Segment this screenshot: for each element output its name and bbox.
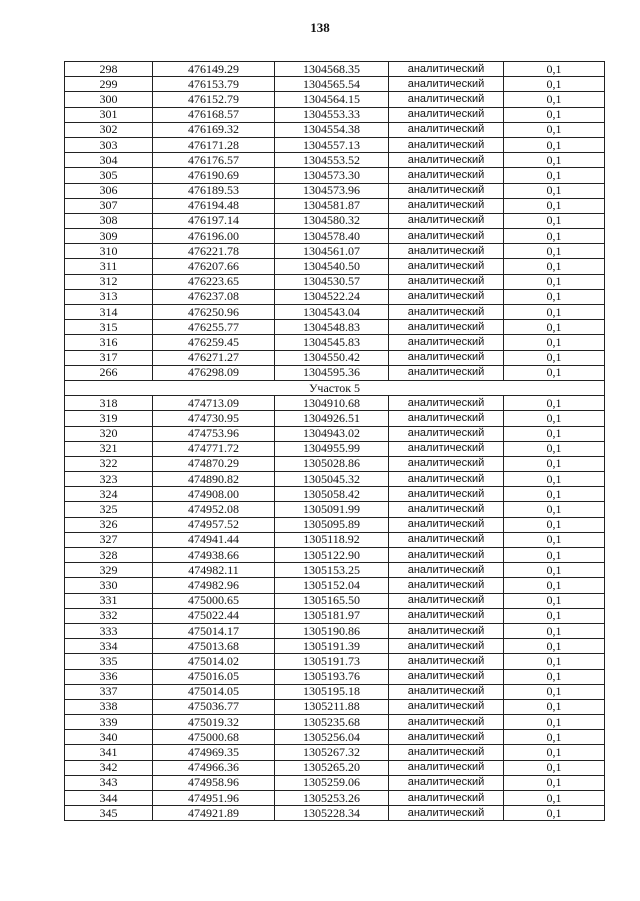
table-row [65,426,605,441]
x-coordinate-cell: 476197.14 [153,213,275,228]
method-cell: аналитический [389,259,504,274]
y-coordinate-cell: 1304595.36 [275,365,389,380]
x-coordinate-cell: 474982.11 [153,563,275,578]
method-cell: аналитический [389,791,504,806]
point-number-cell: 311 [65,259,153,274]
accuracy-cell: 0,1 [504,107,605,122]
table-row [65,745,605,760]
y-coordinate-cell: 1305265.20 [275,760,389,775]
table-row [65,472,605,487]
table-row [65,183,605,198]
y-coordinate-cell: 1304573.30 [275,168,389,183]
x-coordinate-cell: 475014.05 [153,684,275,699]
accuracy-cell: 0,1 [504,730,605,745]
y-coordinate-cell: 1304550.42 [275,350,389,365]
method-cell: аналитический [389,715,504,730]
x-coordinate-cell: 476189.53 [153,183,275,198]
table-row [65,563,605,578]
point-number-cell: 332 [65,608,153,623]
table-row [65,760,605,775]
accuracy-cell: 0,1 [504,77,605,92]
accuracy-cell: 0,1 [504,745,605,760]
point-number-cell: 266 [65,365,153,380]
method-cell: аналитический [389,183,504,198]
accuracy-cell: 0,1 [504,775,605,790]
table-row [65,699,605,714]
x-coordinate-cell: 474753.96 [153,426,275,441]
accuracy-cell: 0,1 [504,487,605,502]
method-cell: аналитический [389,760,504,775]
method-cell: аналитический [389,365,504,380]
method-cell: аналитический [389,77,504,92]
x-coordinate-cell: 475000.68 [153,730,275,745]
method-cell: аналитический [389,92,504,107]
accuracy-cell: 0,1 [504,259,605,274]
table-row [65,548,605,563]
y-coordinate-cell: 1304557.13 [275,137,389,152]
table-row [65,244,605,259]
x-coordinate-cell: 476171.28 [153,137,275,152]
point-number-cell: 322 [65,456,153,471]
table-row [65,623,605,638]
method-cell: аналитический [389,396,504,411]
table-row [65,259,605,274]
method-cell: аналитический [389,593,504,608]
x-coordinate-cell: 474713.09 [153,396,275,411]
table-row [65,715,605,730]
x-coordinate-cell: 474890.82 [153,472,275,487]
accuracy-cell: 0,1 [504,198,605,213]
accuracy-cell: 0,1 [504,578,605,593]
y-coordinate-cell: 1304554.38 [275,122,389,137]
point-number-cell: 303 [65,137,153,152]
y-coordinate-cell: 1304540.50 [275,259,389,274]
y-coordinate-cell: 1304553.52 [275,153,389,168]
y-coordinate-cell: 1305267.32 [275,745,389,760]
y-coordinate-cell: 1305095.89 [275,517,389,532]
y-coordinate-cell: 1304573.96 [275,183,389,198]
table-row [65,396,605,411]
table-row [65,92,605,107]
x-coordinate-cell: 476196.00 [153,229,275,244]
table-row [65,669,605,684]
accuracy-cell: 0,1 [504,62,605,77]
method-cell: аналитический [389,305,504,320]
table-row [65,107,605,122]
point-number-cell: 334 [65,639,153,654]
y-coordinate-cell: 1305191.73 [275,654,389,669]
x-coordinate-cell: 476152.79 [153,92,275,107]
point-number-cell: 324 [65,487,153,502]
point-number-cell: 344 [65,791,153,806]
accuracy-cell: 0,1 [504,608,605,623]
accuracy-cell: 0,1 [504,684,605,699]
table-row [65,608,605,623]
method-cell: аналитический [389,198,504,213]
coordinates-table [64,61,605,821]
table-row [65,335,605,350]
point-number-cell: 325 [65,502,153,517]
x-coordinate-cell: 474730.95 [153,411,275,426]
point-number-cell: 318 [65,396,153,411]
x-coordinate-cell: 476255.77 [153,320,275,335]
point-number-cell: 326 [65,517,153,532]
method-cell: аналитический [389,608,504,623]
method-cell: аналитический [389,229,504,244]
point-number-cell: 343 [65,775,153,790]
accuracy-cell: 0,1 [504,472,605,487]
table-row [65,578,605,593]
method-cell: аналитический [389,472,504,487]
y-coordinate-cell: 1305253.26 [275,791,389,806]
method-cell: аналитический [389,168,504,183]
y-coordinate-cell: 1305045.32 [275,472,389,487]
point-number-cell: 304 [65,153,153,168]
point-number-cell: 320 [65,426,153,441]
method-cell: аналитический [389,456,504,471]
method-cell: аналитический [389,244,504,259]
y-coordinate-cell: 1305195.18 [275,684,389,699]
y-coordinate-cell: 1304578.40 [275,229,389,244]
x-coordinate-cell: 474908.00 [153,487,275,502]
accuracy-cell: 0,1 [504,122,605,137]
accuracy-cell: 0,1 [504,137,605,152]
table-row [65,441,605,456]
table-row [65,198,605,213]
method-cell: аналитический [389,517,504,532]
table-row [65,532,605,547]
accuracy-cell: 0,1 [504,563,605,578]
point-number-cell: 305 [65,168,153,183]
accuracy-cell: 0,1 [504,335,605,350]
accuracy-cell: 0,1 [504,502,605,517]
point-number-cell: 342 [65,760,153,775]
table-row [65,654,605,669]
y-coordinate-cell: 1305181.97 [275,608,389,623]
table-row [65,168,605,183]
x-coordinate-cell: 476168.57 [153,107,275,122]
point-number-cell: 312 [65,274,153,289]
point-number-cell: 345 [65,806,153,821]
accuracy-cell: 0,1 [504,213,605,228]
y-coordinate-cell: 1304543.04 [275,305,389,320]
table-row [65,517,605,532]
y-coordinate-cell: 1304522.24 [275,289,389,304]
y-coordinate-cell: 1305256.04 [275,730,389,745]
accuracy-cell: 0,1 [504,593,605,608]
point-number-cell: 340 [65,730,153,745]
y-coordinate-cell: 1305259.06 [275,775,389,790]
point-number-cell: 331 [65,593,153,608]
x-coordinate-cell: 476207.66 [153,259,275,274]
point-number-cell: 327 [65,532,153,547]
method-cell: аналитический [389,548,504,563]
point-number-cell: 298 [65,62,153,77]
method-cell: аналитический [389,411,504,426]
x-coordinate-cell: 475022.44 [153,608,275,623]
method-cell: аналитический [389,654,504,669]
point-number-cell: 338 [65,699,153,714]
x-coordinate-cell: 475014.17 [153,623,275,638]
x-coordinate-cell: 474982.96 [153,578,275,593]
x-coordinate-cell: 475000.65 [153,593,275,608]
method-cell: аналитический [389,487,504,502]
accuracy-cell: 0,1 [504,639,605,654]
point-number-cell: 306 [65,183,153,198]
x-coordinate-cell: 474941.44 [153,532,275,547]
method-cell: аналитический [389,137,504,152]
accuracy-cell: 0,1 [504,654,605,669]
table-row [65,456,605,471]
y-coordinate-cell: 1304955.99 [275,441,389,456]
method-cell: аналитический [389,335,504,350]
table-row [65,229,605,244]
point-number-cell: 339 [65,715,153,730]
point-number-cell: 299 [65,77,153,92]
x-coordinate-cell: 476271.27 [153,350,275,365]
point-number-cell: 302 [65,122,153,137]
accuracy-cell: 0,1 [504,244,605,259]
accuracy-cell: 0,1 [504,456,605,471]
point-number-cell: 315 [65,320,153,335]
accuracy-cell: 0,1 [504,760,605,775]
method-cell: аналитический [389,122,504,137]
accuracy-cell: 0,1 [504,426,605,441]
method-cell: аналитический [389,289,504,304]
accuracy-cell: 0,1 [504,320,605,335]
point-number-cell: 319 [65,411,153,426]
point-number-cell: 314 [65,305,153,320]
y-coordinate-cell: 1304553.33 [275,107,389,122]
point-number-cell: 307 [65,198,153,213]
table-row [65,153,605,168]
accuracy-cell: 0,1 [504,669,605,684]
accuracy-cell: 0,1 [504,365,605,380]
x-coordinate-cell: 476153.79 [153,77,275,92]
method-cell: аналитический [389,274,504,289]
y-coordinate-cell: 1305193.76 [275,669,389,684]
method-cell: аналитический [389,730,504,745]
table-row [65,411,605,426]
method-cell: аналитический [389,699,504,714]
point-number-cell: 336 [65,669,153,684]
point-number-cell: 300 [65,92,153,107]
accuracy-cell: 0,1 [504,699,605,714]
method-cell: аналитический [389,320,504,335]
accuracy-cell: 0,1 [504,411,605,426]
x-coordinate-cell: 474958.96 [153,775,275,790]
page-number: 138 [310,20,330,35]
accuracy-cell: 0,1 [504,305,605,320]
point-number-cell: 335 [65,654,153,669]
y-coordinate-cell: 1304926.51 [275,411,389,426]
method-cell: аналитический [389,669,504,684]
point-number-cell: 323 [65,472,153,487]
accuracy-cell: 0,1 [504,532,605,547]
x-coordinate-cell: 474952.08 [153,502,275,517]
method-cell: аналитический [389,213,504,228]
point-number-cell: 333 [65,623,153,638]
table-row [65,730,605,745]
method-cell: аналитический [389,745,504,760]
y-coordinate-cell: 1305118.92 [275,532,389,547]
accuracy-cell: 0,1 [504,548,605,563]
y-coordinate-cell: 1304548.83 [275,320,389,335]
x-coordinate-cell: 475019.32 [153,715,275,730]
table-row [65,639,605,654]
y-coordinate-cell: 1304580.32 [275,213,389,228]
table-row [65,213,605,228]
point-number-cell: 328 [65,548,153,563]
x-coordinate-cell: 474957.52 [153,517,275,532]
y-coordinate-cell: 1305211.88 [275,699,389,714]
point-number-cell: 317 [65,350,153,365]
table-row [65,77,605,92]
point-number-cell: 337 [65,684,153,699]
point-number-cell: 341 [65,745,153,760]
y-coordinate-cell: 1305235.68 [275,715,389,730]
y-coordinate-cell: 1305152.04 [275,578,389,593]
table-row [65,775,605,790]
point-number-cell: 316 [65,335,153,350]
y-coordinate-cell: 1305028.86 [275,456,389,471]
method-cell: аналитический [389,426,504,441]
y-coordinate-cell: 1304581.87 [275,198,389,213]
accuracy-cell: 0,1 [504,183,605,198]
table-row [65,320,605,335]
accuracy-cell: 0,1 [504,791,605,806]
accuracy-cell: 0,1 [504,153,605,168]
method-cell: аналитический [389,107,504,122]
x-coordinate-cell: 476149.29 [153,62,275,77]
y-coordinate-cell: 1305058.42 [275,487,389,502]
table-row [65,593,605,608]
point-number-cell: 309 [65,229,153,244]
x-coordinate-cell: 476259.45 [153,335,275,350]
table-row [65,289,605,304]
y-coordinate-cell: 1304943.02 [275,426,389,441]
table-row [65,365,605,380]
coordinates-table-body [65,62,605,821]
x-coordinate-cell: 474951.96 [153,791,275,806]
method-cell: аналитический [389,684,504,699]
point-number-cell: 329 [65,563,153,578]
x-coordinate-cell: 476237.08 [153,289,275,304]
y-coordinate-cell: 1304568.35 [275,62,389,77]
table-row [65,806,605,821]
method-cell: аналитический [389,532,504,547]
point-number-cell: 308 [65,213,153,228]
y-coordinate-cell: 1304530.57 [275,274,389,289]
point-number-cell: 301 [65,107,153,122]
point-number-cell: 313 [65,289,153,304]
table-row [65,487,605,502]
point-number-cell: 321 [65,441,153,456]
x-coordinate-cell: 476190.69 [153,168,275,183]
accuracy-cell: 0,1 [504,623,605,638]
x-coordinate-cell: 476298.09 [153,365,275,380]
accuracy-cell: 0,1 [504,229,605,244]
method-cell: аналитический [389,563,504,578]
x-coordinate-cell: 476223.65 [153,274,275,289]
accuracy-cell: 0,1 [504,289,605,304]
section-title: Участок 5 [65,380,605,395]
y-coordinate-cell: 1305228.34 [275,806,389,821]
x-coordinate-cell: 474921.89 [153,806,275,821]
accuracy-cell: 0,1 [504,806,605,821]
y-coordinate-cell: 1304561.07 [275,244,389,259]
y-coordinate-cell: 1305153.25 [275,563,389,578]
x-coordinate-cell: 474938.66 [153,548,275,563]
x-coordinate-cell: 476221.78 [153,244,275,259]
x-coordinate-cell: 474870.29 [153,456,275,471]
method-cell: аналитический [389,350,504,365]
method-cell: аналитический [389,623,504,638]
accuracy-cell: 0,1 [504,350,605,365]
y-coordinate-cell: 1305122.90 [275,548,389,563]
method-cell: аналитический [389,578,504,593]
method-cell: аналитический [389,153,504,168]
method-cell: аналитический [389,806,504,821]
y-coordinate-cell: 1304545.83 [275,335,389,350]
table-row [65,137,605,152]
y-coordinate-cell: 1305190.86 [275,623,389,638]
x-coordinate-cell: 476169.32 [153,122,275,137]
table-row [65,350,605,365]
x-coordinate-cell: 476176.57 [153,153,275,168]
y-coordinate-cell: 1304565.54 [275,77,389,92]
section-row [65,380,605,395]
y-coordinate-cell: 1305091.99 [275,502,389,517]
x-coordinate-cell: 475036.77 [153,699,275,714]
accuracy-cell: 0,1 [504,441,605,456]
point-number-cell: 330 [65,578,153,593]
table-row [65,122,605,137]
x-coordinate-cell: 474771.72 [153,441,275,456]
method-cell: аналитический [389,62,504,77]
y-coordinate-cell: 1304910.68 [275,396,389,411]
accuracy-cell: 0,1 [504,517,605,532]
method-cell: аналитический [389,775,504,790]
method-cell: аналитический [389,502,504,517]
point-number-cell: 310 [65,244,153,259]
method-cell: аналитический [389,441,504,456]
accuracy-cell: 0,1 [504,92,605,107]
x-coordinate-cell: 475016.05 [153,669,275,684]
x-coordinate-cell: 476194.48 [153,198,275,213]
x-coordinate-cell: 474966.36 [153,760,275,775]
accuracy-cell: 0,1 [504,168,605,183]
table-row [65,62,605,77]
x-coordinate-cell: 475013.68 [153,639,275,654]
accuracy-cell: 0,1 [504,274,605,289]
table-row [65,502,605,517]
method-cell: аналитический [389,639,504,654]
table-row [65,684,605,699]
x-coordinate-cell: 474969.35 [153,745,275,760]
x-coordinate-cell: 475014.02 [153,654,275,669]
y-coordinate-cell: 1305165.50 [275,593,389,608]
table-row [65,791,605,806]
accuracy-cell: 0,1 [504,396,605,411]
table-row [65,305,605,320]
accuracy-cell: 0,1 [504,715,605,730]
y-coordinate-cell: 1304564.15 [275,92,389,107]
x-coordinate-cell: 476250.96 [153,305,275,320]
y-coordinate-cell: 1305191.39 [275,639,389,654]
table-row [65,274,605,289]
